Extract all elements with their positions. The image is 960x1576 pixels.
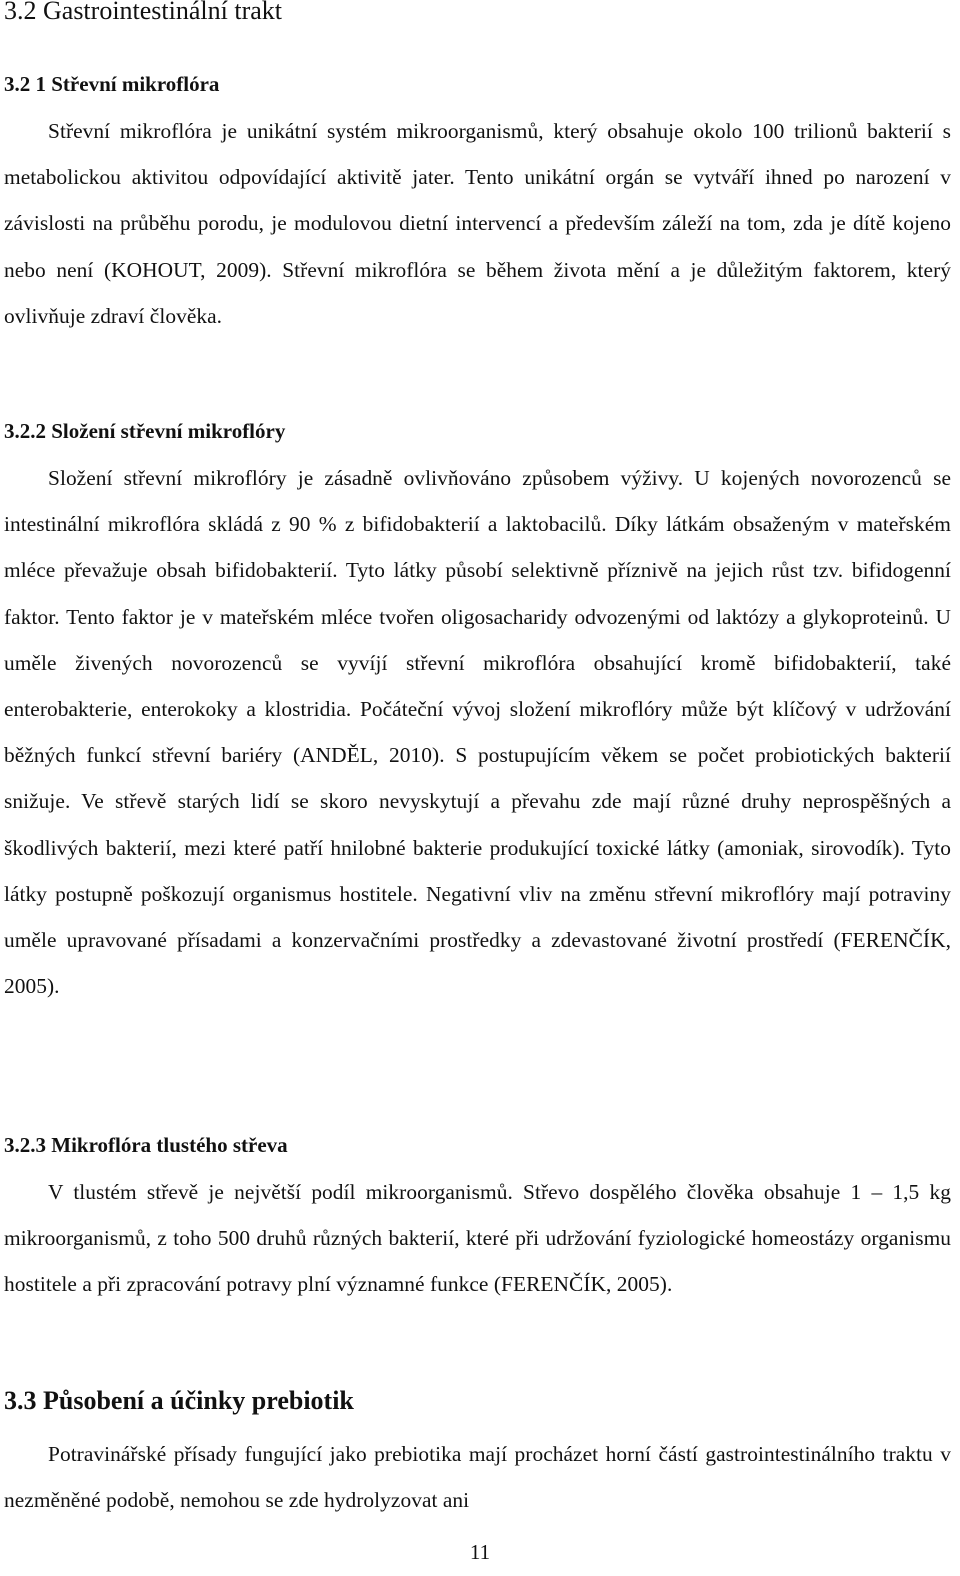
paragraph-3-3: Potravinářské přísady fungující jako prebiotika mají procházet horní částí gastrointestinálního traktu v nezměněné podobě, nemohou se zde hydrolyzovat ani xyxy=(4,1442,951,1513)
heading-3-2-1: 3.2 1 Střevní mikroflóra xyxy=(4,72,220,96)
page-number: 11 xyxy=(469,1540,491,1564)
paragraph-3-2-1: Střevní mikroflóra je unikátní systém mikroorganismů, který obsahuje okolo 100 trilionů bakterií s metabolickou aktivitou odpovídající aktivitě jater. Tento unikátní orgán se vytváří ihned po narození v závislosti na průběhu porodu, je modulovou dietní intervencí a především záleží na tom, zda je dítě kojeno nebo není (KOHOUT, 2009). Střevní mikroflóra se během života mění a je důležitým faktorem, který ovlivňuje zdraví člověka. xyxy=(4,119,951,328)
heading-3-2-3: 3.2.3 Mikroflóra tlustého střeva xyxy=(4,1133,288,1157)
heading-3-2: 3.2 Gastrointestinální trakt xyxy=(4,0,283,25)
heading-3-2-2: 3.2.2 Složení střevní mikroflóry xyxy=(4,419,286,443)
heading-3-3: 3.3 Působení a účinky prebiotik xyxy=(4,1386,354,1415)
paragraph-3-2-2: Složení střevní mikroflóry je zásadně ovlivňováno způsobem výživy. U kojených novorozenců se intestinální mikroflóra skládá z 90 % z bifidobakterií a laktobacilů. Díky látkám obsaženým v mateřském mléce převažuje obsah bifidobakterií. Tyto látky působí selektivně příznivě na jejich růst tzv. bifidogenní faktor. Tento faktor je v mateřském mléce tvořen oligosacharidy odvozenými od laktózy a glykoproteinů. U uměle živených novorozenců se vyvíjí střevní mikroflóra obsahující kromě bifidobakterií, také enterobakterie, enterokoky a klostridia. Počáteční vývoj složení mikroflóry může být klíčový v udržování běžných funkcí střevní bariéry (ANDĚL, 2010). S postupujícím věkem se počet probiotických bakterií snižuje. Ve střevě starých lidí se skoro nevyskytují a převahu zde mají různé druhy neprospěšných a škodlivých bakterií, mezi které patří hnilobné bakterie produkující toxické látky (amoniak, sirovodík). Tyto látky postupně poškozují organismus hostitele. Negativní vliv na změnu střevní mikroflóry mají potraviny uměle upravované přísadami a konzervačními prostředky a zdevastované životní prostředí (FERENČÍK, 2005). xyxy=(4,466,951,999)
paragraph-3-2-3: V tlustém střevě je největší podíl mikroorganismů. Střevo dospělého člověka obsahuje 1 – 1,5 kg mikroorganismů, z toho 500 druhů různých bakterií, které při udržování fyziologické homeostázy organismu hostitele a při zpracování potravy plní významné funkce (FERENČÍK, 2005). xyxy=(4,1180,951,1297)
